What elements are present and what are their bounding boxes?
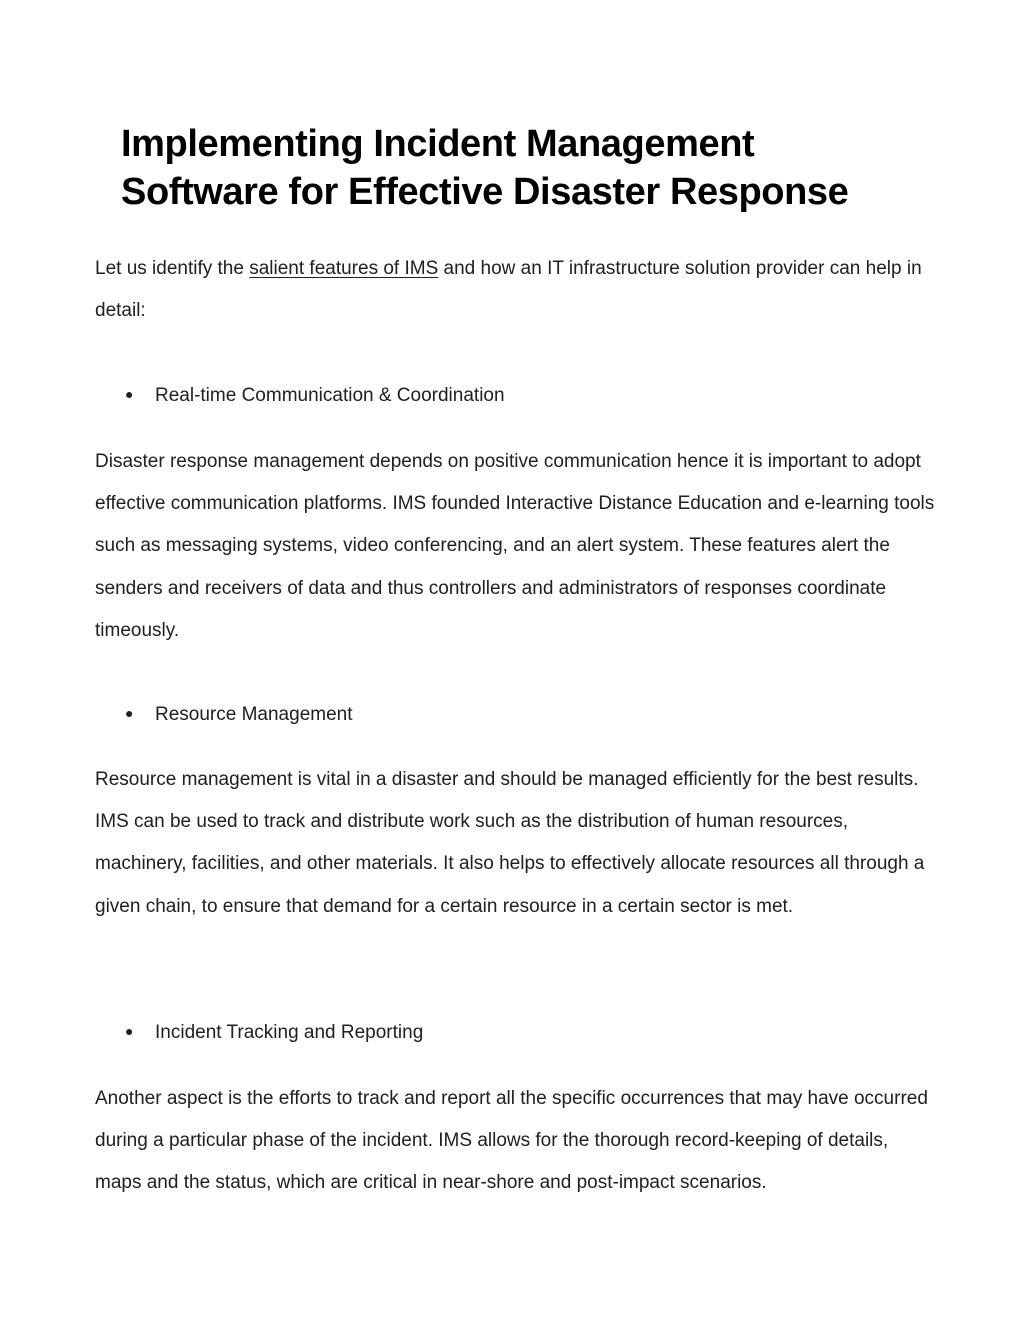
bullet-item-resource-management: [125, 700, 353, 728]
bullet-icon: ●: [125, 705, 134, 721]
section-paragraph-incident-tracking: Another aspect is the efforts to track and report all the specific occurrences that may have occurred during a particular phase of the incident. IMS allows for the thorough record-keeping of details, maps and the status, which are critical in near-shore and post-impact scenarios.: [95, 1088, 928, 1194]
intro-paragraph: [95, 248, 935, 332]
bullet-label: Resource Management: [155, 704, 353, 725]
bullet-icon: ●: [125, 1023, 134, 1039]
section-paragraph-communication: Disaster response management depends on positive communication hence it is important to adopt effective communication platforms. IMS founded Interactive Distance Education and e-learning tools such as messaging systems, video conferencing, and an alert system. These features alert the senders and receivers of data and thus controllers and administrators of responses coordinate timeously.: [95, 451, 935, 641]
intro-text-after-link: and how an IT infrastructure solution provider can help in detail:: [95, 258, 922, 322]
section-paragraph-resource-management: Resource management is vital in a disaster and should be managed efficiently for the best results. IMS can be used to track and distribute work such as the distribution of human resources, machinery, facilities, and other materials. It also helps to effectively allocate resources all through a given chain, to ensure that demand for a certain resource in a certain sector is met.: [95, 769, 925, 917]
bullet-icon: ●: [125, 386, 134, 402]
bullet-label: Real-time Communication & Coordination: [155, 385, 505, 406]
page-title: Implementing Incident Management Software for Effective Disaster Response: [121, 123, 849, 213]
intro-text-before-link: Let us identify the: [95, 258, 250, 279]
bullet-item-incident-tracking: [125, 1018, 423, 1046]
bullet-label: Incident Tracking and Reporting: [155, 1022, 424, 1043]
bullet-item-communication: [125, 381, 505, 409]
salient-features-link[interactable]: salient features of IMS: [249, 258, 439, 279]
